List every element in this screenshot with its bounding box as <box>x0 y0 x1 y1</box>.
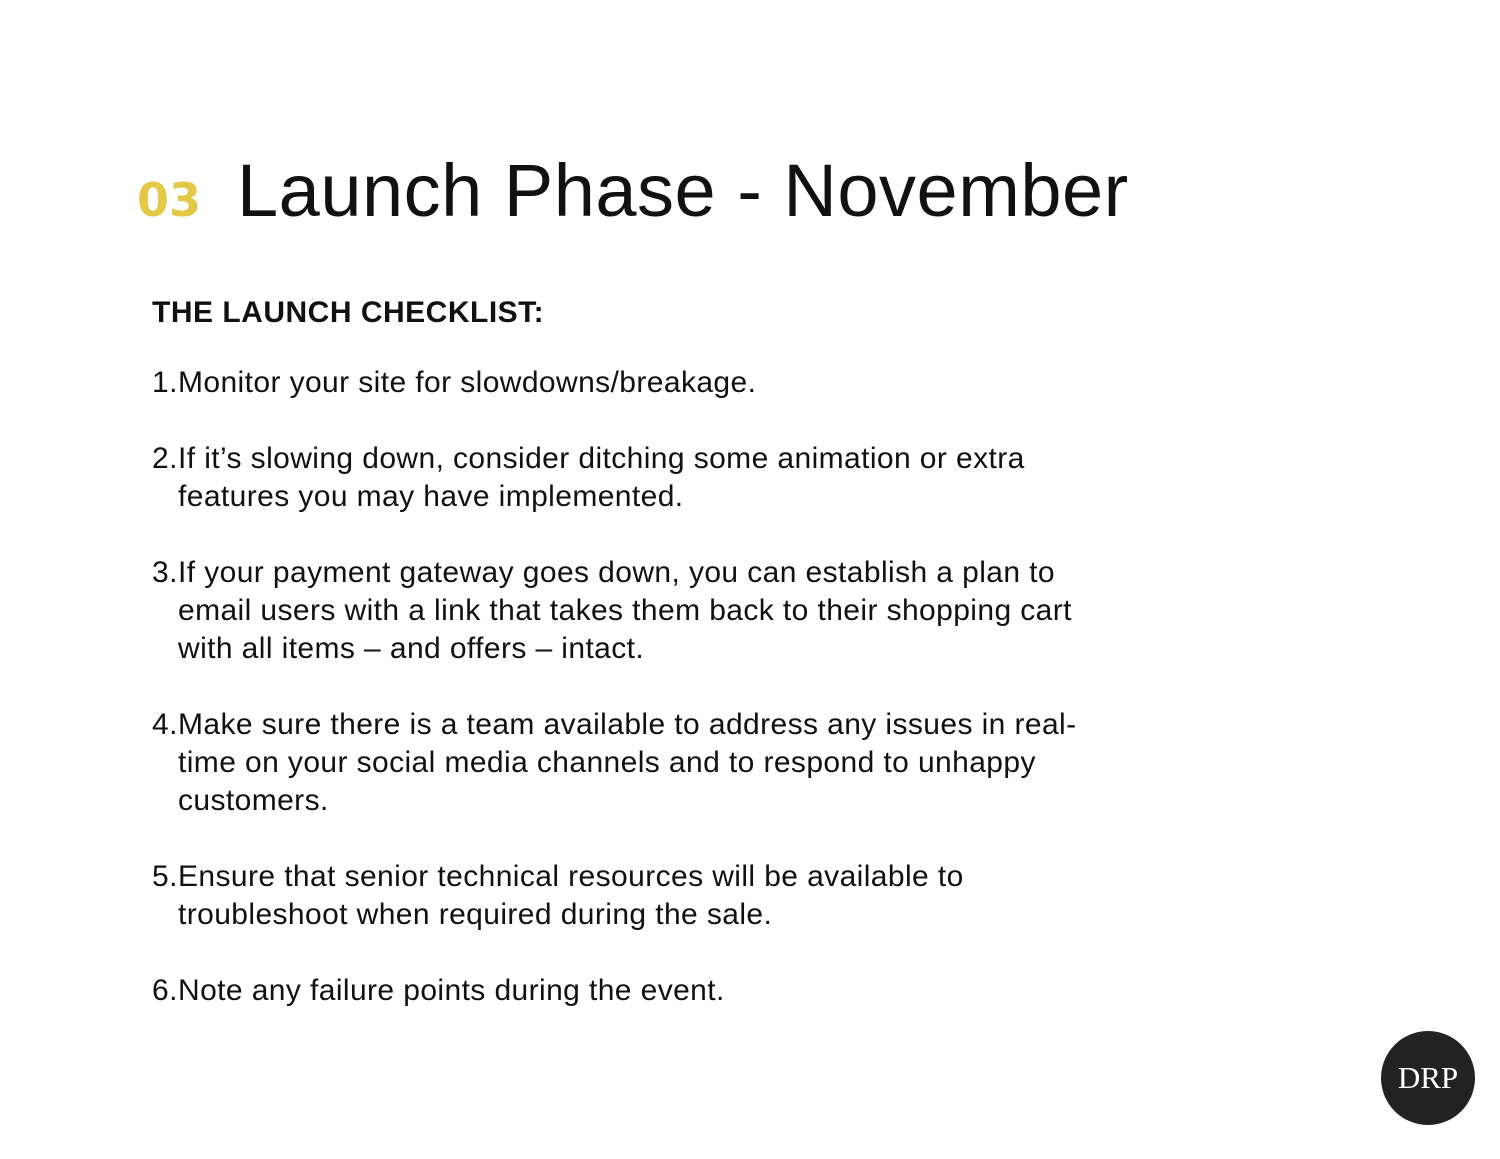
checklist-item <box>152 972 1112 1010</box>
logo-text: DRP <box>1397 1060 1459 1095</box>
checklist-item-number: 2. <box>152 442 178 475</box>
checklist-item <box>152 554 1112 668</box>
drp-logo <box>1381 1031 1475 1125</box>
checklist-item-number: 4. <box>152 708 178 741</box>
checklist-item-text: Monitor your site for slowdowns/breakage. <box>178 366 757 399</box>
checklist-item-number: 1. <box>152 366 178 399</box>
checklist-item-text: If it’s slowing down, consider ditching some animation or extra features you may have implemented. <box>178 442 1025 513</box>
checklist-item-number: 5. <box>152 860 178 893</box>
page-header <box>137 148 1129 233</box>
checklist-item <box>152 364 1112 402</box>
checklist-heading: THE LAUNCH CHECKLIST: <box>152 296 545 329</box>
launch-checklist <box>152 364 1112 1048</box>
checklist-item <box>152 706 1112 820</box>
checklist-item <box>152 440 1112 516</box>
checklist-item <box>152 858 1112 934</box>
checklist-item-text: Make sure there is a team available to address any issues in real-time on your social media channels and to respond to unhappy customers. <box>178 708 1077 817</box>
checklist-item-text: Note any failure points during the event. <box>178 974 725 1007</box>
checklist-item-number: 3. <box>152 556 178 589</box>
section-number: 03 <box>137 173 202 227</box>
page-title: Launch Phase - November <box>237 149 1129 232</box>
checklist-item-text: Ensure that senior technical resources will be available to troubleshoot when required during the sale. <box>178 860 964 931</box>
checklist-item-number: 6. <box>152 974 178 1007</box>
checklist-item-text: If your payment gateway goes down, you can establish a plan to email users with a link that takes them back to their shopping cart with all items – and offers – intact. <box>178 556 1072 665</box>
